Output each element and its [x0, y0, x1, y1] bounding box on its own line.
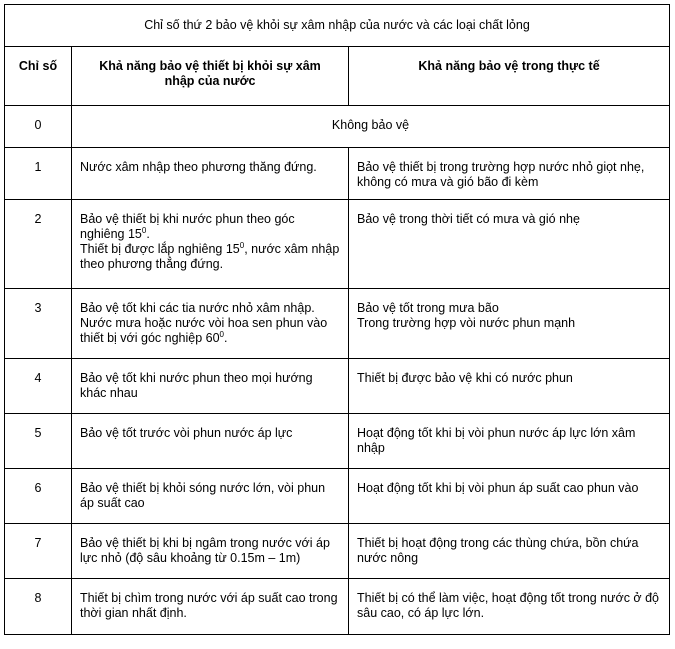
row-device-protection: Thiết bị chìm trong nước với áp suất cao trong thời gian nhất định.	[72, 579, 349, 635]
header-row	[5, 47, 670, 106]
ip-protection-table	[4, 4, 670, 635]
row-device-protection: Bảo vệ thiết bị khi nước phun theo góc nghiêng $15^0$. Thiết bị được lắp nghiêng $15^0$, nước xâm nhập theo phương thẳng đứng.	[72, 200, 349, 289]
row-real-protection: Bảo vệ trong thời tiết có mưa và gió nhẹ	[349, 200, 670, 289]
table-row	[5, 359, 670, 414]
row-index: 3	[5, 289, 72, 359]
row-real-protection: Bảo vệ thiết bị trong trường hợp nước nhỏ giọt nhẹ, không có mưa và gió bão đi kèm	[349, 148, 670, 200]
row-device-protection: Bảo vệ tốt trước vòi phun nước áp lực	[72, 414, 349, 469]
table-row	[5, 289, 670, 359]
table-row	[5, 469, 670, 524]
row-real-protection: Thiết bị hoạt động trong các thùng chứa, bồn chứa nước nông	[349, 524, 670, 579]
table-row	[5, 524, 670, 579]
row-real-protection: Hoạt động tốt khi bị vòi phun áp suất cao phun vào	[349, 469, 670, 524]
header-index: Chỉ số	[5, 47, 72, 106]
row-device-protection: Bảo vệ thiết bị khi bị ngâm trong nước với áp lực nhỏ (độ sâu khoảng từ 0.15m – 1m)	[72, 524, 349, 579]
row-real-protection: Bảo vệ tốt trong mưa bão Trong trường hợp vòi nước phun mạnh	[349, 289, 670, 359]
row-device-protection: Bảo vệ tốt khi các tia nước nhỏ xâm nhập. Nước mưa hoặc nước vòi hoa sen phun vào thiết bị với góc nghiệp $60^0$.	[72, 289, 349, 359]
row-real-protection: Thiết bị có thể làm việc, hoạt động tốt trong nước ở độ sâu cao, có áp lực lớn.	[349, 579, 670, 635]
row-device-protection: Bảo vệ tốt khi nước phun theo mọi hướng khác nhau	[72, 359, 349, 414]
row-index: 4	[5, 359, 72, 414]
row-index: 6	[5, 469, 72, 524]
table-title: Chỉ số thứ 2 bảo vệ khỏi sự xâm nhập của nước và các loại chất lỏng	[5, 5, 670, 47]
header-device-protection: Khả năng bảo vệ thiết bị khỏi sự xâm nhập của nước	[72, 47, 349, 106]
table-row	[5, 200, 670, 289]
row-index: 5	[5, 414, 72, 469]
row-index: 0	[5, 106, 72, 148]
row-index: 2	[5, 200, 72, 289]
title-row	[5, 5, 670, 47]
row-device-protection: Bảo vệ thiết bị khỏi sóng nước lớn, vòi phun áp suất cao	[72, 469, 349, 524]
table-row	[5, 579, 670, 635]
row-merged-text: Không bảo vệ	[72, 106, 670, 148]
table-row	[5, 148, 670, 200]
table-row	[5, 414, 670, 469]
row-index: 7	[5, 524, 72, 579]
row-device-protection: Nước xâm nhập theo phương thăng đứng.	[72, 148, 349, 200]
header-real-protection: Khả năng bảo vệ trong thực tế	[349, 47, 670, 106]
table-row	[5, 106, 670, 148]
row-index: 1	[5, 148, 72, 200]
row-real-protection: Thiết bị được bảo vệ khi có nước phun	[349, 359, 670, 414]
row-real-protection: Hoạt động tốt khi bị vòi phun nước áp lực lớn xâm nhập	[349, 414, 670, 469]
row-index: 8	[5, 579, 72, 635]
